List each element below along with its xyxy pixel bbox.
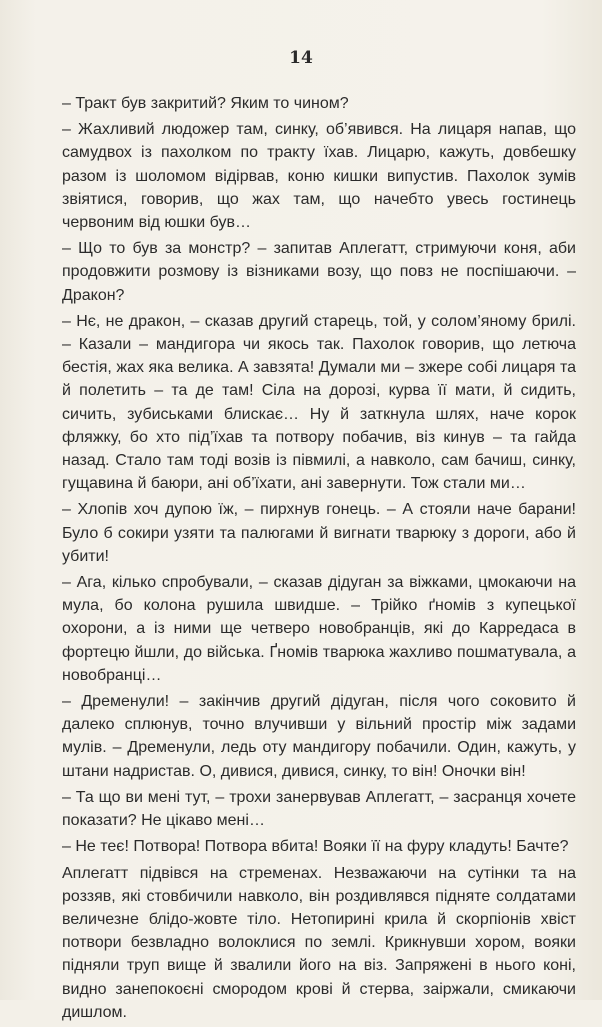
page-number: 14 <box>289 48 313 68</box>
paragraph: – Тракт був закритий? Яким то чином? <box>62 95 349 112</box>
paragraph: – Ага, кілько спробували, – сказав дідуган за віжками, цмокаючи на мула, бо колона рушила швидше. – Трійко ґномів з купецької охорони, а із ними ще четверо новобранців, які до Карредаса в фортецю йшли, до війська. Ґномів тварюка жахливо пошматувала, а новобранці… <box>62 574 576 684</box>
paragraph: – Дременули! – закінчив другий дідуган, після чого соковито й далеко сплюнув, точно влучивши у вільний простір між задами мулів. – Дременули, ледь оту мандигору побачили. Один, кажуть, у штани надристав. О, дивися, дивися, синку, то він! Оночки він! <box>62 693 576 780</box>
paragraph: – Та що ви мені тут, – трохи занервував Аплегатт, – засранця хочете показати? Не цікаво мені… <box>62 788 576 830</box>
paragraph: – Жахливий людожер там, синку, об’явився. На лицаря напав, що самудвох із пахолком по тракту їхав. Лицарю, кажуть, довбешку разом із шоломом відірвав, коню кишки випустив. Пахолок зумів звіятися, говорив, що жах там, що начебто увесь гостинець червоним від юшки був… <box>62 121 576 232</box>
paragraph: – Нє, не дракон, – сказав другий старець, той, у солом’яному брилі. – Казали – мандигора чи якось так. Пахолок говорив, що летюча бестія, жах яка велика. А завзята! Думали ми – зжере собі лицаря та й полетить – та де там! Сіла на дорозі, курва її мати, й сидить, сичить, зубиськами блискає… Ну й заткнула шлях, наче корок фляжку, бо хто під’їхав та потвору побачив, віз кинув – та гайда назад. Стало там тоді возів із півмилі, а навколо, сам бачиш, синку, гущавина й баюри, ані об’їхати, ані завернути. Тож стали ми… <box>62 312 576 493</box>
paragraph: – Що то був за монстр? – запитав Аплегатт, стримуючи коня, аби продовжити розмову із візниками возу, що повз не поспішаючи. – Дракон? <box>62 240 576 304</box>
paragraph: – Хлопів хоч дупою їж, – пирхнув гонець. – А стояли наче барани! Було б сокири узяти та палюгами й вигнати тварюку з дороги, або й убити! <box>62 501 576 565</box>
body-text <box>62 92 576 1027</box>
paragraph: – Не теє! Потвора! Потвора вбита! Вояки її на фуру кладуть! Бачте? <box>62 838 569 856</box>
paragraph: Аплегатт підвівся на стременах. Незважаючи на сутінки та на роззяв, які стовбичили навколо, він роздивлявся підняте солдатами величезне блідо-жовте тіло. Нетопирині крила й скорпіонів хвіст потвори безвладно волоклися по землі. Крикнувши хором, вояки підняли труп вище й звалили його на віз. Запряжені в нього коні, видно занепокоєні смородом крові й стерва, заіржали, смикаючи дишлом. <box>62 864 576 1021</box>
